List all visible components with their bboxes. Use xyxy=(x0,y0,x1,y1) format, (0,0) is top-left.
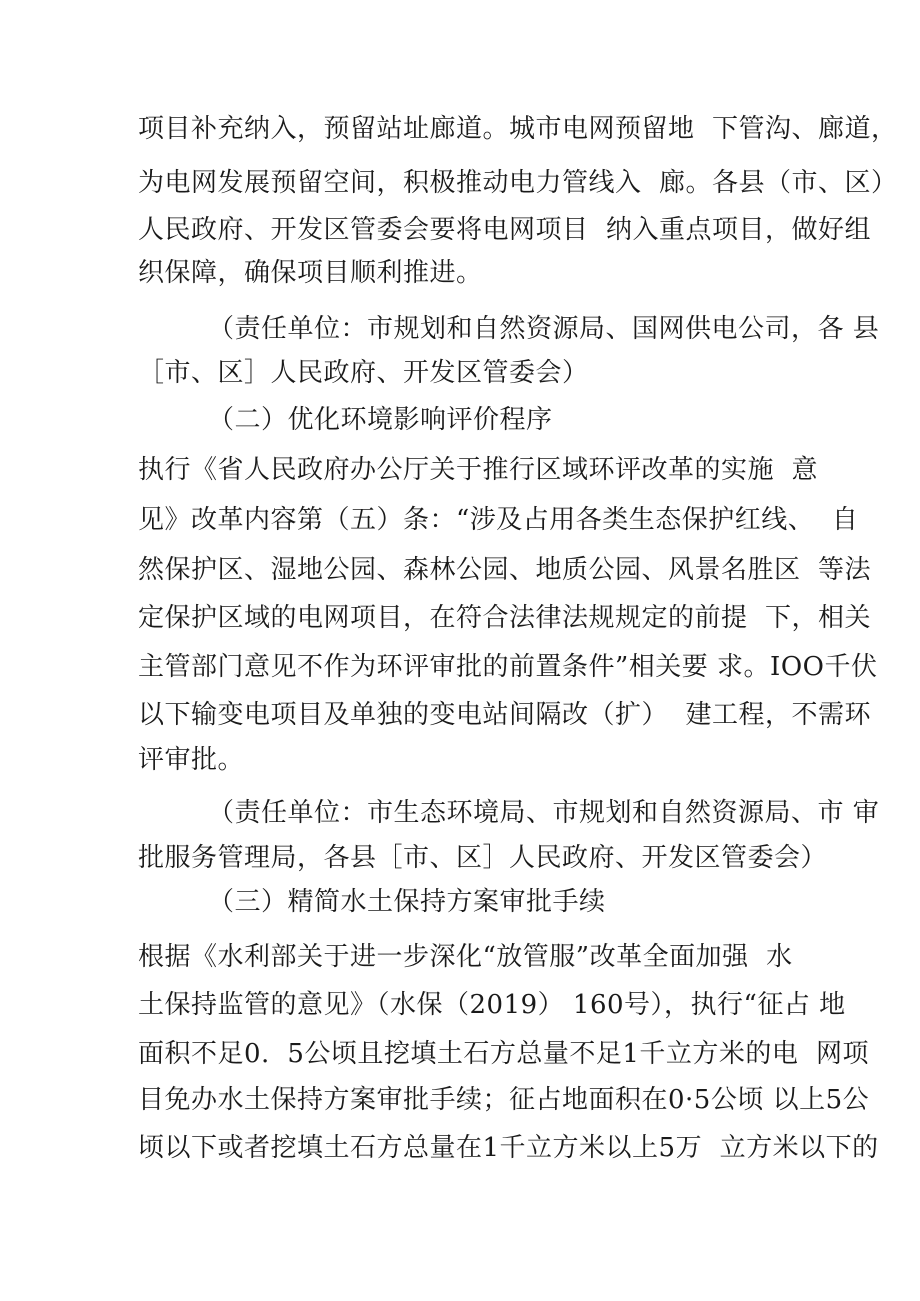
paragraph-line: 然保护区、湿地公园、森林公园、地质公园、风景名胜区 等法 xyxy=(138,555,872,585)
paragraph-line: 人民政府、开发区管委会要将电网项目 纳入重点项目，做好组 xyxy=(138,215,872,245)
paragraph-line: 织保障，确保项目顺利推进。 xyxy=(138,258,483,288)
paragraph-line: 为电网发展预留空间，积极推动电力管线入 廊。各县（市、区） xyxy=(138,168,898,198)
responsibility-note-line: 批服务管理局，各县［市、区］人民政府、开发区管委会） xyxy=(138,843,828,873)
paragraph-line: 面积不足0. 5公顷且挖填土石方总量不足1千立方米的电 网项 xyxy=(138,1039,869,1069)
paragraph-line: 以下输变电项目及单独的变电站间隔改（扩） 建工程，不需环 xyxy=(138,700,872,730)
responsibility-note-line: （责任单位：市生态环境局、市规划和自然资源局、市 审 xyxy=(208,798,880,828)
paragraph-line: 项目补充纳入，预留站址廊道。城市电网预留地 下管沟、廊道， xyxy=(138,114,898,144)
paragraph-line: 土保持监管的意见》（水保（2019） 160号），执行“征占 地 xyxy=(138,990,846,1020)
responsibility-note-line: （责任单位：市规划和自然资源局、国网供电公司，各 县 xyxy=(208,314,880,344)
paragraph-line: 见》改革内容第（五）条：“涉及占用各类生态保护红线、 自 xyxy=(138,505,859,535)
section-heading-3: （三）精简水土保持方案审批手续 xyxy=(208,887,606,917)
paragraph-line: 评审批。 xyxy=(138,745,245,775)
responsibility-note-line: ［市、区］人民政府、开发区管委会） xyxy=(138,358,589,388)
paragraph-line: 执行《省人民政府办公厅关于推行区域环评改革的实施 意 xyxy=(138,455,819,485)
section-heading-2: （二）优化环境影响评价程序 xyxy=(208,405,553,435)
paragraph-line: 主管部门意见不作为环评审批的前置条件”相关要 求。IOO千伏 xyxy=(138,652,878,682)
paragraph-line: 定保护区域的电网项目，在符合法律法规规定的前提 下，相关 xyxy=(138,603,872,633)
paragraph-line: 顷以下或者挖填土石方总量在1千立方米以上5万 立方米以下的 xyxy=(138,1133,879,1163)
paragraph-line: 根据《水利部关于进一步深化“放管服”改革全面加强 水 xyxy=(138,942,793,972)
paragraph-line: 目免办水土保持方案审批手续；征占地面积在0·5公顷 以上5公 xyxy=(138,1085,870,1115)
